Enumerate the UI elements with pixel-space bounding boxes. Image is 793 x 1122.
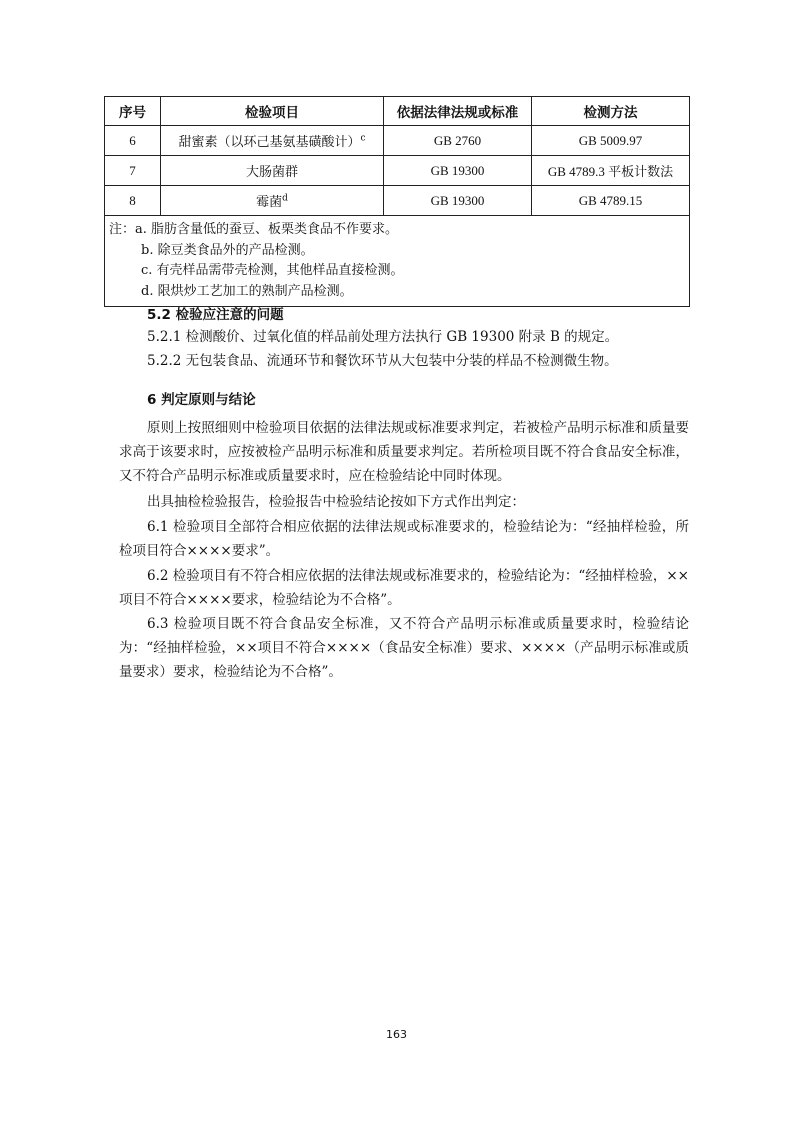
header-method: 检测方法 <box>532 97 690 126</box>
row-no: 8 <box>105 186 161 216</box>
table-row <box>105 156 690 186</box>
header-no: 序号 <box>105 97 161 126</box>
table-header-row <box>105 97 690 126</box>
table-row <box>105 186 690 216</box>
row-item-text: 甜蜜素（以环己基氨基磺酸计） <box>178 135 361 150</box>
section-6-heading: 6 判定原则与结论 <box>147 392 256 408</box>
inspection-items-table <box>104 96 690 307</box>
row-item-text: 大肠菌群 <box>245 165 298 180</box>
row-no: 6 <box>105 126 161 156</box>
note-b: b. 除豆类食品外的产品检测。 <box>141 242 314 258</box>
row-item <box>161 126 384 156</box>
table-notes <box>105 216 690 307</box>
header-item: 检验项目 <box>161 97 384 126</box>
row-basis: GB 2760 <box>384 126 532 156</box>
header-basis: 依据法律法规或标准 <box>384 97 532 126</box>
row-no: 7 <box>105 156 161 186</box>
section-6-3: 6.3 检验项目既不符合食品安全标准，又不符合产品明示标准或质量要求时，检验结论为：“经抽样检验，××项目不符合××××（食品安全标准）要求、××××（产品明示标准或质量要求）要求，检验结论为不合格”。 <box>119 616 689 680</box>
section-6-1: 6.1 检验项目全部符合相应依据的法律法规或标准要求的，检验结论为：“经抽样检验，所检项目符合××××要求”。 <box>119 519 689 559</box>
section-6-paragraph-2: 出具抽检检验报告，检验报告中检验结论按如下方式作出判定： <box>147 494 525 510</box>
note-d: d. 限烘炒工艺加工的熟制产品检测。 <box>141 283 353 299</box>
section-5-2-1: 5.2.1 检测酸价、过氧化值的样品前处理方法执行 GB 19300 附录 B 的规定。 <box>147 329 619 345</box>
note-c: c. 有壳样品需带壳检测，其他样品直接检测。 <box>141 263 404 278</box>
section-5-2-2: 5.2.2 无包装食品、流通环节和餐饮环节从大包装中分装的样品不检测微生物。 <box>147 353 618 369</box>
section-6-2: 6.2 检验项目有不符合相应依据的法律法规或标准要求的，检验结论为：“经抽样检验，××项目不符合××××要求，检验结论为不合格”。 <box>119 568 689 608</box>
row-method: GB 4789.15 <box>532 186 690 216</box>
row-item-note: c <box>360 133 366 144</box>
row-basis: GB 19300 <box>384 156 532 186</box>
row-method: GB 5009.97 <box>532 126 690 156</box>
section-6-paragraph-1: 原则上按照细则中检验项目依据的法律法规或标准要求判定，若被检产品明示标准和质量要求高于该要求时，应按被检产品明示标准和质量要求判定。若所检项目既不符合食品安全标准，又不符合产品明示标准或质量要求时，应在检验结论中同时体现。 <box>119 420 689 484</box>
table-notes-row <box>105 216 690 307</box>
section-5-2-heading: 5.2 检验应注意的问题 <box>147 307 284 323</box>
row-item-text: 霉菌 <box>256 195 283 210</box>
row-method: GB 4789.3 平板计数法 <box>532 156 690 186</box>
row-item <box>161 156 384 186</box>
row-basis: GB 19300 <box>384 186 532 216</box>
note-a: 注：a. 脂肪含量低的蚕豆、板栗类食品不作要求。 <box>109 222 399 237</box>
row-item-note: d <box>282 193 288 204</box>
row-item <box>161 186 384 216</box>
table-row <box>105 126 690 156</box>
page-number: 163 <box>386 1028 407 1041</box>
